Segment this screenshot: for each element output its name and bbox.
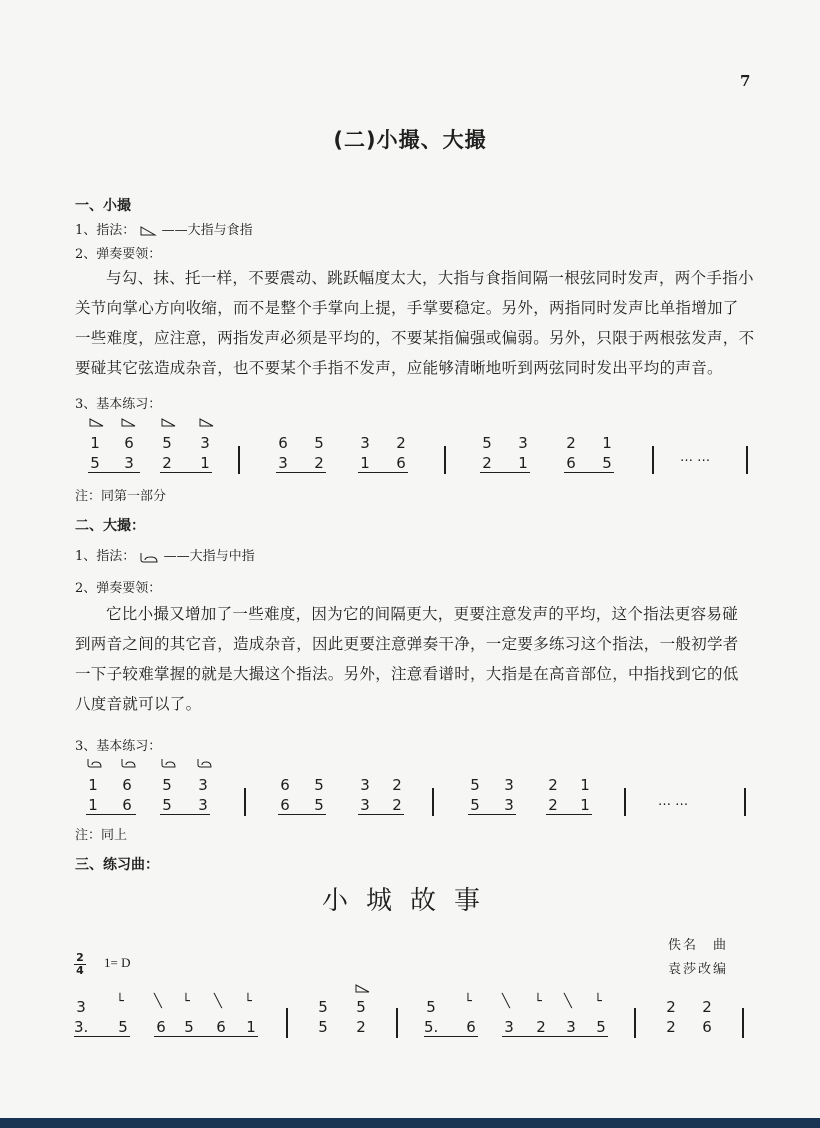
note-digit: 6 [466,1018,476,1036]
bar-line [652,446,654,474]
note-digit: 3. [74,1018,89,1036]
note-digit: 3 [504,1018,514,1036]
note-digit: 5 [426,998,436,1016]
note-digit: 3 [360,796,370,814]
note-digit: 5 [90,454,100,472]
exercise-2-notation [80,758,760,820]
essentials-small: 2、弹奏要领： [75,247,162,262]
note-digit: 1 [518,454,528,472]
note-digit: 5 [314,796,324,814]
note-digit: 6 [122,796,132,814]
para-line: 八度音就可以了。 [75,695,202,713]
paragraph-big [75,599,755,719]
thumb-mark-icon: └ [116,994,124,1009]
index-mark-icon: ╲ [214,994,222,1009]
note-digit: 6 [702,1018,712,1036]
note-digit: 2 [536,1018,546,1036]
small-cuo-mark-icon [120,418,136,428]
beam [160,472,212,473]
index-mark-icon: ╲ [564,994,572,1009]
bar-line [432,788,434,816]
beam [468,814,516,815]
note-digit: 2 [392,776,402,794]
fingering-small [75,219,253,238]
bar-line [244,788,246,816]
fingering-big [75,545,255,564]
bar-line [444,446,446,474]
note-digit: 3 [518,434,528,452]
thumb-mark-icon: └ [244,994,252,1009]
big-cuo-symbol-icon [139,551,159,563]
para-line: 要碰其它弦造成杂音，也不要某个手指不发声，应能够清晰地听到两弦同时发出平均的声音。 [75,359,723,377]
note-digit: 5 [118,1018,128,1036]
note-digit: 1 [360,454,370,472]
heading-big-cuo: 二、大撮： [75,518,145,534]
practice-small: 3、基本练习： [75,397,162,412]
note-digit: 5 [162,796,172,814]
bar-line [396,1008,398,1038]
beam [546,814,592,815]
note-digit: 6 [122,776,132,794]
bar-line [634,1008,636,1038]
note-digit: 1 [246,1018,256,1036]
note-digit: 5 [318,1018,328,1036]
note-digit: 6 [396,454,406,472]
bar-line [744,788,746,816]
beam [154,1036,258,1037]
note-digit: 3 [278,454,288,472]
note-digit: 5. [424,1018,439,1036]
note-digit: 3 [200,434,210,452]
note-digit: 5 [184,1018,194,1036]
note-digit: 5 [314,776,324,794]
note-digit: 1 [602,434,612,452]
para-line: 它比小撮又增加了一些难度，因为它的间隔更大，更要注意发声的平均，这个指法更容易碰 [106,605,739,623]
exercise-1-notation [80,418,760,478]
note-digit: 3 [360,434,370,452]
time-sig-top: 2 [76,951,84,964]
fingering-label: 1、指法： [75,223,136,238]
small-cuo-mark-icon [160,418,176,428]
thumb-mark-icon: └ [534,994,542,1009]
note-digit: 2 [314,454,324,472]
note-digit: 1 [200,454,210,472]
beam [424,1036,478,1037]
beam [88,472,140,473]
note-digit: 3 [76,998,86,1016]
fingering-desc: ——大指与中指 [163,549,255,564]
bar-line [286,1008,288,1038]
note-digit: 5 [596,1018,606,1036]
section-title: (二)小撮、大撮 [333,128,487,152]
practice-big: 3、基本练习： [75,739,162,754]
note-digit: 5 [318,998,328,1016]
note-digit: 2 [162,454,172,472]
index-mark-icon: ╲ [502,994,510,1009]
para-line: 一些难度，应注意，两指发声必须是平均的，不要某指偏强或偏弱。另外，只限于两根弦发声，不 [75,329,755,347]
note-small: 注：同第一部分 [75,489,167,504]
note-digit: 5 [162,434,172,452]
big-cuo-mark-icon [120,758,136,768]
paragraph-small [75,263,755,383]
note-digit: 6 [566,454,576,472]
note-digit: 2 [396,434,406,452]
note-digit: 2 [702,998,712,1016]
big-cuo-mark-icon [160,758,176,768]
page-number: 7 [740,72,751,90]
note-digit: 6 [280,796,290,814]
credit-arranger: 袁莎改编 [668,962,729,977]
note-digit: 3 [198,796,208,814]
key-signature: 1= D [104,955,131,970]
ellipsis: … … [680,450,711,465]
beam [74,1036,130,1037]
note-digit: 5 [356,998,366,1016]
beam [160,814,210,815]
note-digit: 6 [216,1018,226,1036]
beam [276,472,326,473]
thumb-mark-icon: └ [464,994,472,1009]
note-digit: 2 [356,1018,366,1036]
note-digit: 5 [470,796,480,814]
song-title: 小城故事 [321,886,498,916]
note-digit: 1 [580,796,590,814]
note-digit: 3 [360,776,370,794]
big-cuo-mark-icon [86,758,102,768]
note-digit: 2 [666,1018,676,1036]
note-digit: 3 [504,796,514,814]
note-digit: 5 [602,454,612,472]
time-signature [74,952,86,977]
note-digit: 3 [124,454,134,472]
credit-composer: 佚名 曲 [668,938,729,953]
note-digit: 1 [580,776,590,794]
note-digit: 2 [566,434,576,452]
note-digit: 3 [566,1018,576,1036]
note-digit: 2 [666,998,676,1016]
para-line: 与勾、抹、托一样，不要震动、跳跃幅度太大，大指与食指间隔一根弦同时发声，两个手指小 [106,269,754,287]
note-digit: 6 [280,776,290,794]
note-big: 注：同上 [75,828,128,843]
note-digit: 5 [162,776,172,794]
note-digit: 6 [278,434,288,452]
thumb-mark-icon: └ [182,994,190,1009]
note-digit: 5 [482,434,492,452]
note-digit: 6 [156,1018,166,1036]
note-digit: 3 [504,776,514,794]
note-digit: 6 [124,434,134,452]
note-digit: 1 [88,776,98,794]
thumb-mark-icon: └ [594,994,602,1009]
note-digit: 2 [482,454,492,472]
bar-line [624,788,626,816]
beam [358,814,404,815]
bar-line [742,1008,744,1038]
essentials-big: 2、弹奏要领： [75,581,162,596]
note-digit: 2 [392,796,402,814]
small-cuo-mark-icon [354,984,370,994]
song-notation [74,988,754,1048]
small-cuo-symbol-icon [139,225,157,237]
note-digit: 3 [198,776,208,794]
beam [502,1036,608,1037]
time-sig-bottom: 4 [74,964,86,977]
big-cuo-mark-icon [196,758,212,768]
bar-line [746,446,748,474]
ellipsis: … … [658,794,689,809]
heading-etude: 三、练习曲： [75,857,159,873]
note-digit: 5 [314,434,324,452]
beam [86,814,136,815]
scan-edge [0,1118,820,1128]
para-line: 一下子较难掌握的就是大撮这个指法。另外，注意看谱时，大指是在高音部位，中指找到它的低 [75,665,739,683]
beam [564,472,614,473]
fingering-label: 1、指法： [75,549,136,564]
beam [480,472,530,473]
bar-line [238,446,240,474]
para-line: 到两音之间的其它音，造成杂音，因此更要注意弹奏干净，一定要多练习这个指法，一般初学者 [75,635,739,653]
small-cuo-mark-icon [198,418,214,428]
index-mark-icon: ╲ [154,994,162,1009]
beam [278,814,326,815]
fingering-desc: ——大指与食指 [161,223,253,238]
note-digit: 5 [470,776,480,794]
beam [358,472,408,473]
small-cuo-mark-icon [88,418,104,428]
note-digit: 2 [548,796,558,814]
heading-small-cuo: 一、小撮 [75,198,131,214]
note-digit: 1 [90,434,100,452]
note-digit: 2 [548,776,558,794]
note-digit: 1 [88,796,98,814]
para-line: 关节向掌心方向收缩，而不是整个手掌向上提，手掌要稳定。另外，两指同时发声比单指增加了 [75,299,739,317]
